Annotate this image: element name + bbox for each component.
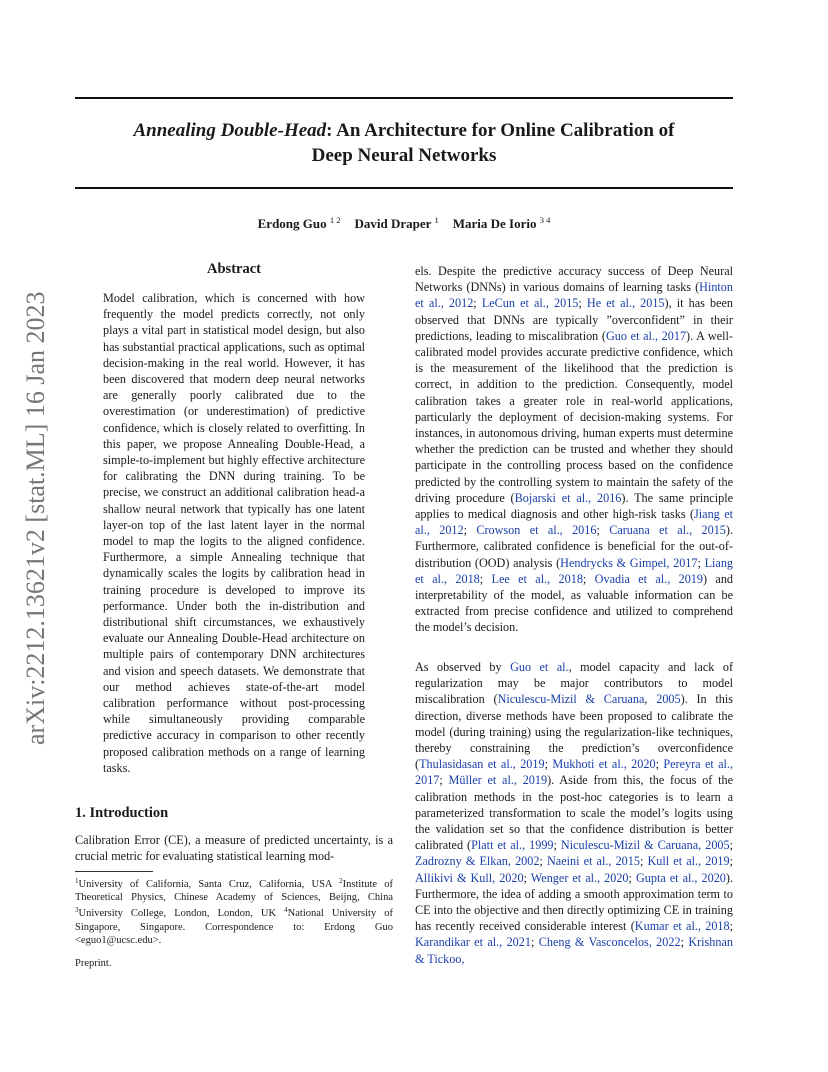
abstract-text: Model calibration, which is concerned with how frequently the model predicts correctly, not only plays a vital part in statistical model design, but also has substantial practical applications, such as optimal decision-making in the real world. However, it has been discovered that modern deep neural networks are generally poorly calibrated due to the overestimation (or underestimation) of predictive confidence, which is closely related to overfitting. In this paper, we propose Annealing Double-Head, a simple-to-implement but highly effective architecture for calibrating the DNN during training. To be precise, we construct an additional calibration head-a shallow neural network that typically has one latent layer-on top of the last latent layer in the normal model to map the logits to the aligned confidence. Furthermore, a simple Annealing technique that dynamically scales the logits by calibration head in training procedure is developed to improve its performance. Under both the in-distribution and distributional shift circumstances, we exhaustively evaluate our Annealing Double-Head architecture on multiple pairs of contemporary DNN architectures and vision and speech datasets. We demonstrate that our method achieves state-of-the-art model calibration performance without post-processing while simultaneously providing comparable predictive accuracy in comparison to other recently proposed calibration methods on a range of learning tasks. (103, 291, 365, 775)
citation-link[interactable]: Crowson et al., 2016 (476, 523, 597, 538)
citation-link[interactable]: Hendrycks & Gimpel, 2017 (560, 555, 698, 570)
title-rule-bottom (75, 187, 733, 189)
preprint-note: Preprint. (75, 958, 112, 969)
body-text-run: , (644, 692, 657, 707)
citation-link[interactable]: Allikivi & Kull, 2020 (415, 870, 524, 885)
citation-link[interactable]: Lee et al., 2018 (491, 571, 583, 586)
citation-link[interactable]: Bojarski et al., 2016 (514, 490, 622, 505)
body-text-run: ; (523, 870, 531, 885)
citation-link[interactable]: LeCun et al., 2015 (481, 296, 579, 311)
citation-link[interactable]: He et al., 2015 (586, 296, 665, 311)
citation-link[interactable]: Zadrozny & Elkan, 2002 (415, 854, 540, 869)
citation-link[interactable]: Kumar et al., 2018 (634, 919, 730, 934)
citation-link[interactable]: Wenger et al., 2020 (530, 870, 629, 885)
body-text-run: ; (439, 773, 449, 788)
arxiv-stamp: arXiv:2212.13621v2 [stat.ML] 16 Jan 2023 (21, 291, 50, 745)
introduction-text: Calibration Error (CE), a measure of predicted uncertainty, is a crucial metric for evaluating statistical learning mod- (75, 833, 393, 864)
citation-link[interactable]: 2005 (656, 692, 681, 707)
citation-link[interactable]: Cheng & Vasconcelos, 2022 (538, 935, 681, 950)
body-text-run: ). Furthermore, the idea of adding a smooth approximation term to CE into the objective and then directly optimizing CE in training has recently received considerable interest ( (415, 870, 733, 934)
citation-link[interactable]: Karandikar et al., 2021 (415, 935, 531, 950)
citation-link[interactable]: Jiang et al., 2012 (415, 507, 733, 538)
body-paragraph-2 (415, 659, 733, 967)
citation-link[interactable]: Naeini et al., 2015 (546, 854, 640, 869)
paper-title: Annealing Double-Head: An Architecture for Online Calibration of Deep Neural Networks (133, 120, 675, 166)
body-text-run: ; (729, 838, 733, 853)
body-text-run: ; (628, 870, 636, 885)
citation-link[interactable]: Hinton et al., 2012 (415, 280, 733, 311)
body-text-run: ; (729, 854, 734, 869)
citation-link[interactable]: Gupta et al., 2020 (635, 870, 726, 885)
body-text-run: ; (729, 919, 733, 934)
body-text-run: ; (639, 854, 648, 869)
citation-link[interactable]: Pereyra et al., 2017 (415, 757, 734, 788)
body-text-run: ; (479, 571, 492, 586)
body-text-run: ; (473, 296, 482, 311)
citation-link[interactable]: Guo et al. (510, 660, 569, 674)
citation-link[interactable]: Liang et al., 2018 (415, 555, 734, 586)
body-text-run: ), it has been observed that DNNs are typically ”overconfident” in their predictions, leading to miscalibration ( (415, 296, 734, 343)
citation-link[interactable]: Platt et al., 1999 (471, 838, 554, 853)
author-list (75, 215, 733, 232)
body-text-run: ; (655, 757, 664, 772)
body-text-run: ). Aside from this, the focus of the calibration methods in the post-hoc categories is to learn a parameterized transformation to scale the model’s logits using the validation set so that the confidence distribution is better calibrated ( (415, 773, 733, 853)
body-text-run: els. Despite the predictive accuracy success of Deep Neural Networks (DNNs) in various domains of learning tasks ( (415, 264, 733, 295)
body-text-run: ; (596, 523, 610, 538)
body-text-run: ; (578, 296, 587, 311)
citation-link[interactable]: Niculescu-Mizil & Caruana, 2005 (560, 838, 730, 853)
title-rule-top (75, 97, 733, 99)
body-text-run: ; (463, 523, 477, 538)
author-affiliation: 3 4 (539, 215, 551, 225)
citation-link[interactable]: Müller et al., 2019 (448, 773, 548, 788)
author-name: Erdong Guo (257, 216, 327, 231)
body-text-run: ) and interpretability of the model, as valuable information can be extracted from precise confidence and utilized to comprehend the model’s decision. (415, 571, 734, 635)
body-text-run: ). Furthermore, calibrated confidence is beneficial for the out-of-distribution (OOD) analysis ( (415, 523, 733, 570)
citation-link[interactable]: Caruana et al., 2015 (609, 523, 726, 538)
citation-link[interactable]: Mukhoti et al., 2020 (552, 757, 656, 772)
citation-link[interactable]: Guo et al., 2017 (606, 328, 687, 343)
footnote-rule (75, 871, 153, 872)
footnotes: $^1$University of California, Santa Cruz, California, USA $^2$Institute of Theoretical Physics, Chinese Academy of Sciences, Beijng, China $^3$University College, London, London, UK $^4$National University of Singapore, Singapore. Correspondence to: Erdong Guo <eguo1@ucsc.edu>. (75, 877, 394, 946)
author-affiliation: 1 2 (329, 215, 341, 225)
body-text-run: ). In this direction, diverse methods have been proposed to calibrate the model (during training) using the regularization-like techniques, thereby constraining the prediction’s overconfidence ( (415, 692, 734, 772)
body-text-run: ; (697, 555, 705, 570)
abstract-heading: Abstract (207, 261, 261, 277)
body-text-run: , model capacity and lack of regularization may be major contributors to model miscalibration ( (415, 660, 733, 707)
author-affiliation: 1 (434, 215, 439, 225)
body-text-run: ; (544, 757, 553, 772)
body-text-run: ; (582, 571, 595, 586)
body-text-run: ; (553, 838, 561, 853)
author-name: Maria De Iorio (452, 216, 537, 231)
body-text-run: ; (680, 935, 689, 950)
body-text-run: ). A well-calibrated model provides accurate predictive confidence, which is the measurement of the likelihood that the prediction is correct, in addition to the prediction. Consequently, model calibration takes a greater role in real-world applications, particularly the deployment of decision-making systems. For instances, in autonomous driving, human experts must determine whether the prediction can be trusted and whether they should participate in the controlling process based on the confidence predicted by the controlling system to maintain the safety of the driving procedure ( (415, 328, 733, 505)
body-text-run: ; (530, 935, 539, 950)
section-heading-introduction: 1. Introduction (75, 805, 169, 821)
citation-link[interactable]: Kull et al., 2019 (647, 854, 730, 869)
citation-link[interactable]: Thulasidasan et al., 2019 (419, 757, 545, 772)
body-text-run: ; (539, 854, 547, 869)
citation-link[interactable]: Niculescu-Mizil & Caruana (497, 692, 645, 707)
body-text-run: As observed by (415, 660, 511, 674)
body-paragraph-1 (415, 263, 733, 636)
citation-link[interactable]: Ovadia et al., 2019 (594, 571, 703, 586)
body-text-run: ). The same principle applies to medical diagnosis and other high-risk tasks ( (415, 490, 733, 522)
citation-link[interactable]: Krishnan & Tickoo, (415, 935, 733, 966)
author-name: David Draper (354, 216, 432, 231)
